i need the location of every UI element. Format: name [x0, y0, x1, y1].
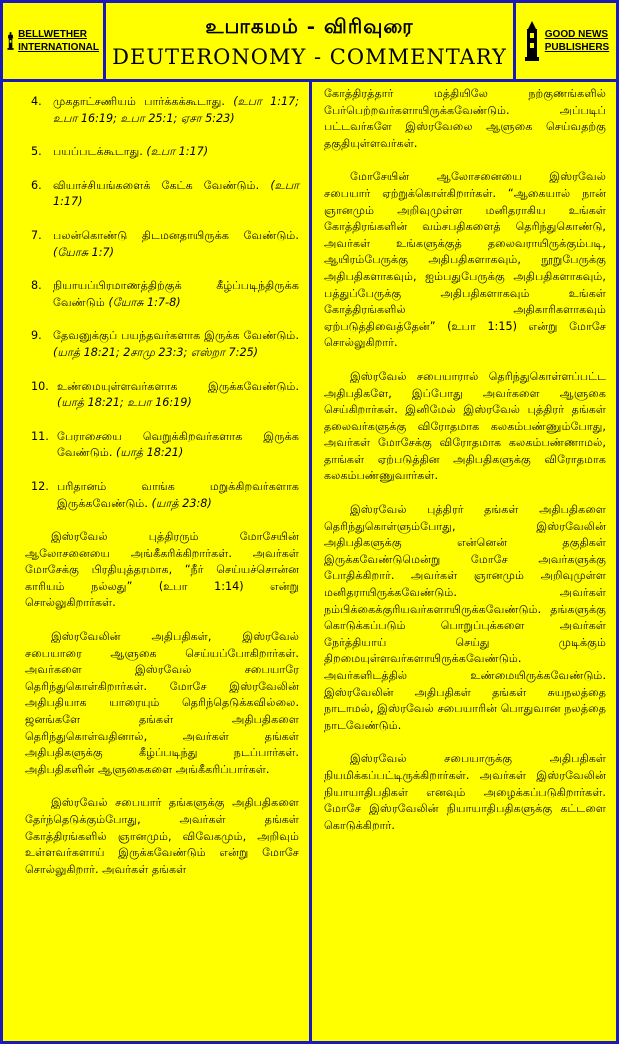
scripture-reference: (யாத் 18:21; 2சாமு 23:3; எஸ்றா 7:25) — [53, 345, 259, 359]
item-body: முகதாட்சணியம் பார்க்கக்கூடாது. — [53, 95, 225, 108]
bellwether-line2: INTERNATIONAL — [18, 42, 99, 53]
page-title-english: DEUTERONOMY - COMMENTARY — [112, 44, 507, 69]
item-number: 11. — [31, 429, 49, 443]
item-number: 8. — [31, 279, 42, 293]
item-body: பயப்படக்கூடாது. — [53, 145, 143, 159]
item-number: 6. — [31, 178, 42, 192]
left-paragraphs — [25, 529, 299, 878]
right-column — [312, 82, 616, 1044]
item-body: பரிதானம் வாங்க மறுக்கிறவர்களாக இருக்கவேண்டும். — [57, 479, 299, 510]
title-block — [106, 3, 513, 79]
paragraph: இஸ்ரவேல் சபையாரால் தெரிந்துகொள்ளப்பட்ட அதிபதிகளே, இப்போது அவர்களை ஆளுகை செய்கிறார்கள். இனிமேல் இஸ்ரவேல் புத்திரர் தங்கள் தலைவர்களுக்கு விரோதமாக கலகம்பண்ணும்போது, அவர்கள் மோசேக்கு விரோதமாக கலகம்பண்ணாமல், தாங்கள் ஏற்படுத்தின அதிபதிகளுக்கு விரோதமாக கலகம்பண்ணுவார்கள். — [324, 369, 606, 483]
item-text — [53, 94, 299, 127]
bell-tower-icon — [7, 21, 14, 61]
list-item — [31, 228, 299, 261]
scripture-reference: (உபா 1:17) — [53, 178, 299, 209]
list-item — [31, 144, 299, 161]
good-news-logo-text — [545, 28, 609, 54]
item-number: 10. — [31, 379, 49, 393]
item-number: 12. — [31, 479, 49, 493]
right-paragraphs — [324, 86, 606, 834]
item-text — [57, 479, 299, 512]
item-body: வியாச்சியங்களைக் கேட்க வேண்டும். — [53, 178, 260, 192]
item-text — [53, 228, 299, 261]
item-text — [53, 144, 299, 161]
item-number: 4. — [31, 95, 42, 108]
list-item — [31, 379, 299, 412]
good-news-logo — [513, 3, 616, 79]
list-item — [31, 278, 299, 311]
scripture-reference: (யோசு 1:7-8) — [108, 295, 181, 309]
item-text — [57, 429, 299, 462]
left-column — [3, 82, 309, 1044]
bellwether-logo — [3, 3, 106, 79]
list-item — [31, 94, 299, 127]
scripture-reference: (யாத் 23:8) — [151, 496, 212, 510]
bellwether-line1: BELLWETHER — [18, 29, 87, 40]
bellwether-logo-text — [18, 28, 99, 54]
paragraph: இஸ்ரவேலின் அதிபதிகள், இஸ்ரவேல் சபையாரை ஆளுகை செய்யப்போகிறார்கள். அவர்களை இஸ்ரவேல் சபையாரே தெரிந்துகொள்கிறார்கள். மோசே இஸ்ரவேலின் அதிபதியாக யாரையும் தெரிந்தெடுக்கவில்லை. ஜனங்களே தங்கள் அதிபதிகளை தெரிந்துகொள்வதினால், அவர்கள் தங்கள் அதிபதிகளுக்கு கீழ்ப்படிந்து நடப்பார்கள். அதிபதிகளின் ஆளுகைகளை அங்கீகரிப்பார்கள். — [25, 630, 299, 776]
tower-icon — [523, 21, 541, 61]
item-number: 5. — [31, 145, 42, 159]
list-item — [31, 328, 299, 361]
header — [3, 3, 616, 79]
item-body: நியாயப்பிரமாணத்திற்குக் கீழ்ப்படிந்திருக்க வேண்டும் — [53, 279, 299, 309]
item-body: தேவனுக்குப் பயந்தவர்களாக இருக்க வேண்டும். — [53, 329, 299, 343]
item-text — [53, 278, 299, 311]
scripture-reference: (யோசு 1:7) — [53, 245, 114, 259]
item-number: 7. — [31, 228, 42, 242]
scripture-reference: (உபா 1:17; உபா 16:19; உபா 25:1; ஏசா 5:23) — [53, 95, 299, 125]
paragraph: இஸ்ரவேல் புத்திரரும் மோசேயின் ஆலோசனையை அங்கீகரிக்கிறார்கள். அவர்கள் மோசேக்கு பிரதியுத்தரமாக, “நீர் செய்யச்சொன்ன காரியம் நல்லது” (உபா 1:14) என்று சொல்லுகிறார்கள். — [25, 530, 299, 610]
scripture-reference: (யாத் 18:21) — [116, 446, 184, 460]
item-text — [57, 379, 299, 412]
scripture-reference: (உபா 1:17) — [146, 145, 209, 159]
qualification-list — [31, 94, 299, 512]
paragraph: இஸ்ரவேல் புத்திரர் தங்கள் அதிபதிகளை தெரிந்துகொள்ளும்போது, இஸ்ரவேலின் அதிபதிகளுக்கு என்னென் தகுதிகள் இருக்கவேண்டுமென்று மோசே அவர்களுக்கு போதிக்கிறார். அவர்கள் ஞானமும் அறிவுமுள்ள மனிதராயிருக்கவேண்டும். அவர்கள் நம்பிக்கைக்குரியவர்களாயிருக்கவேண்டும். தங்களுக்கு கொடுக்கப்படும் பொறுப்புக்களை அவர்கள் நேர்த்தியாய் செய்து முடிக்கும் திறமையுள்ளவர்களாயிருக்கவேண்டும். அவர்களிடத்தில் உண்மையிருக்கவேண்டும். இஸ்ரவேலின் அதிபதிகள் தங்கள் சுயநலத்தை நாடாமல், இஸ்ரவேல் சபையாரின் பொதுவான நலத்தை நாடவேண்டும். — [324, 503, 606, 732]
list-item — [31, 429, 299, 462]
item-text — [53, 178, 299, 211]
paragraph: இஸ்ரவேல் சபையாருக்கு அதிபதிகள் நியமிக்கப்பட்டிருக்கிறார்கள். அவர்கள் இஸ்ரவேலின் நியாயாதிபதிகள் எனவும் அழைக்கப்படுகிறார்கள். மோசே இஸ்ரவேலின் நியாயாதிபதிகளுக்கு கட்டளை கொடுக்கிறார். — [324, 752, 606, 832]
list-item — [31, 178, 299, 211]
item-body: பலன்கொண்டு திடமனதாயிருக்க வேண்டும். — [53, 228, 299, 242]
good-news-line2: PUBLISHERS — [544, 42, 610, 53]
paragraph: இஸ்ரவேல் சபையார் தங்களுக்கு அதிபதிகளை தேர்ந்தெடுக்கும்போது, அவர்கள் தங்கள் கோத்திரங்களில் ஞானமும், விவேகமும், அறிவும் உள்ளவர்களாய் இருக்கவேண்டும் என்று மோசே சொல்லுகிறார். அவர்கள் தங்கள் — [25, 796, 299, 876]
page-title-tamil: உபாகமம் - விரிவுரை — [205, 13, 414, 38]
good-news-line1: GOOD NEWS — [544, 29, 609, 40]
item-body: பேராசையை வெறுக்கிறவர்களாக இருக்க வேண்டும். — [57, 429, 299, 460]
item-body: உண்மையுள்ளவர்களாக இருக்கவேண்டும். — [57, 379, 299, 393]
item-number: 9. — [31, 329, 42, 343]
paragraph: கோத்திரத்தார் மத்தியிலே நற்குணங்களில் பேர்பெற்றவர்களாயிருக்கவேண்டும். அப்படிப் பட்டவர்களே இஸ்ரவேலை ஆளுகை செய்வதற்கு தகுதியுள்ளவர்கள். — [324, 87, 606, 150]
paragraph: மோசேயின் ஆலோசனையை இஸ்ரவேல் சபையார் ஏற்றுக்கொள்கிறார்கள். “ஆகையால் நான் ஞானமும் அறிவுமுள்ள மனிதராகிய உங்கள் கோத்திரங்களின் வம்சபதிகளைத் தெரிந்துகொண்டு, அவர்கள் உங்களுக்குத் தலைவராயிருக்கும்படி, ஆயிரம்பேருக்கு அதிபதிகளாகவும், நூறுபேருக்கு அதிபதிகளாகவும், ஐம்பதுபேருக்கு அதிபதிகளாகவும், பத்துப்பேருக்கு அதிபதிகளாகவும் உங்கள் கோத்திரங்களில் அதிகாரிகளாகவும் ஏற்படுத்திவைத்தேன்” (உபா 1:15) என்று மோசே சொல்லுகிறார். — [324, 170, 606, 350]
list-item — [31, 479, 299, 512]
scripture-reference: (யாத் 18:21; உபா 16:19) — [57, 396, 192, 410]
item-text — [53, 328, 299, 361]
